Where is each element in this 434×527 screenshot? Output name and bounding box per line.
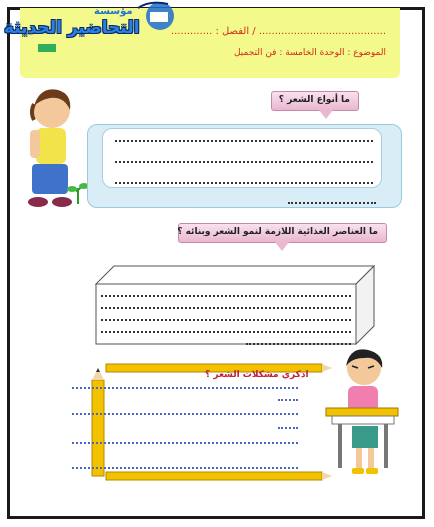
question-2-label: ما العناصر الغذائية اللازمة لنمو الشعر وبنائه ؟ [178,223,387,243]
answer-line [101,319,351,321]
pencil-frame [86,362,332,482]
answer-line [115,161,373,163]
question-1-pointer [319,110,333,119]
answer-line [115,140,373,142]
answer-line [115,182,373,184]
topic-label: الموضوع : [347,48,386,58]
thinking-boy-illustration [20,84,90,214]
answer-line [278,427,298,429]
answer-box-1 [102,128,382,188]
answer-line [72,467,298,469]
answer-line [278,399,298,401]
girl-at-desk-illustration [322,346,402,480]
answer-line [72,442,298,444]
watermark-small-text: مؤسسة [94,6,133,17]
answer-line [72,387,298,389]
answer-line [101,307,351,309]
topic-line [234,48,386,58]
watermark-logo [0,0,185,52]
watermark-main-text: التحاضير الحديثة [4,18,140,38]
question-1-label: ما أنواع الشعر ؟ [271,91,359,111]
answer-line [101,295,351,297]
question-2-pointer [275,242,289,251]
question-3-label: اذكري مشكلات الشعر ؟ [205,370,309,380]
class-field-line: ........................................ / الفصل : ............. [170,26,386,37]
answer-line [72,413,298,415]
topic-value: الوحدة الخامسة : فن التجميل [233,48,345,58]
answer-line [101,331,351,333]
answer-line [246,343,351,345]
answer-line [288,202,376,204]
